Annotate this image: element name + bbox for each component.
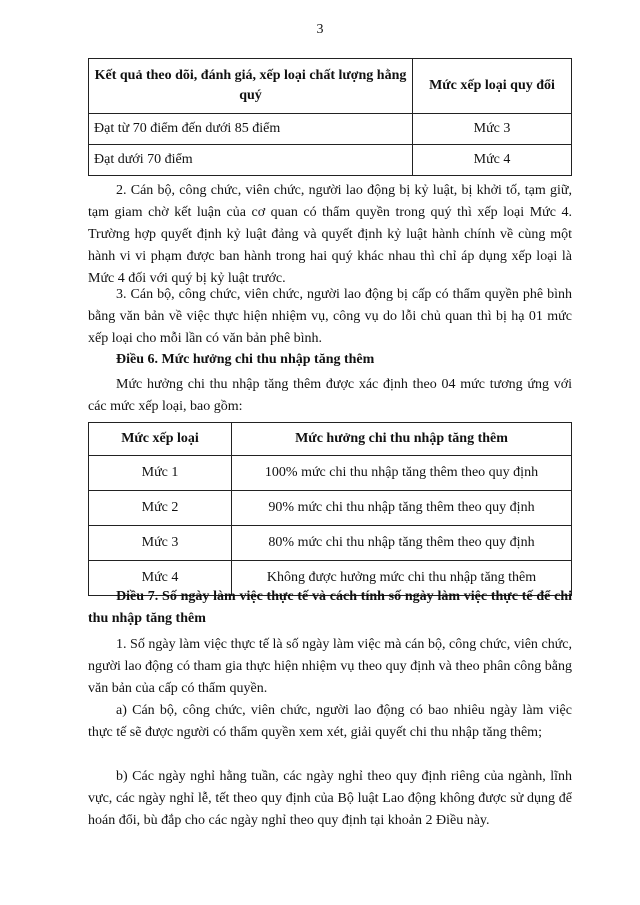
table-header-cell: Kết quả theo dõi, đánh giá, xếp loại chất lượng hằng quý [89, 59, 413, 114]
table-header-cell: Mức xếp loại [89, 423, 232, 456]
table-header-row [89, 423, 572, 456]
table-header-cell: Mức hưởng chi thu nhập tăng thêm [232, 423, 572, 456]
page-number: 3 [316, 22, 324, 37]
table-row [89, 145, 572, 176]
table-header-row [89, 59, 572, 114]
table-row [89, 491, 572, 526]
table-cell: Mức 1 [89, 456, 232, 491]
classification-conversion-table [88, 58, 572, 176]
article-6-title: Điều 6. Mức hưởng chi thu nhập tăng thêm [116, 352, 375, 367]
table-cell: 80% mức chi thu nhập tăng thêm theo quy định [232, 526, 572, 561]
article-6-intro: Mức hưởng chi thu nhập tăng thêm được xác định theo 04 mức tương ứng với các mức xếp loại, bao gồm: [88, 377, 572, 414]
income-rate-table [88, 422, 572, 596]
paragraph-2: 2. Cán bộ, công chức, viên chức, người lao động bị kỷ luật, bị khởi tố, tạm giữ, tạm giam chờ kết luận của cơ quan có thẩm quyền trong quý thì xếp loại Mức 4. Trường hợp quyết định kỷ luật đảng và quyết định kỷ luật hành chính về cùng một hành vi vi phạm được ban hành trong hai quý khác nhau thì chỉ áp dụng xếp loại là Mức 4 đối với quý bị kỷ luật trước. [88, 183, 572, 286]
article-7-point-b: b) Các ngày nghỉ hằng tuần, các ngày nghỉ theo quy định riêng của ngành, lĩnh vực, các ngày nghỉ lễ, tết theo quy định của Bộ luật Lao động không được sử dụng để hoán đổi, bù đắp cho các ngày nghỉ theo quy định tại khoản 2 Điều này. [88, 769, 572, 828]
table-row [89, 456, 572, 491]
table-cell: 100% mức chi thu nhập tăng thêm theo quy định [232, 456, 572, 491]
table-cell: Đạt từ 70 điểm đến dưới 85 điểm [89, 114, 413, 145]
table-cell: Đạt dưới 70 điểm [89, 145, 413, 176]
article-7-point-a: a) Cán bộ, công chức, viên chức, người lao động có bao nhiêu ngày làm việc thực tế sẽ được người có thẩm quyền xem xét, giải quyết chi thu nhập tăng thêm; [88, 703, 572, 740]
article-7-title: Điều 7. Số ngày làm việc thực tế và cách tính số ngày làm việc thực tế để chi thu nhập tăng thêm [88, 589, 572, 626]
table-row [89, 114, 572, 145]
table-row [89, 526, 572, 561]
table-cell: Mức 3 [413, 114, 572, 145]
table-header-cell: Mức xếp loại quy đổi [413, 59, 572, 114]
paragraph-3: 3. Cán bộ, công chức, viên chức, người lao động bị cấp có thẩm quyền phê bình bằng văn bản về việc thực hiện nhiệm vụ, công vụ do lỗi chủ quan thì bị hạ 01 mức xếp loại cho mỗi lần có văn bản phê bình. [88, 287, 572, 346]
table-cell: Mức 3 [89, 526, 232, 561]
table-cell: 90% mức chi thu nhập tăng thêm theo quy định [232, 491, 572, 526]
table-cell: Mức 4 [413, 145, 572, 176]
table-cell: Không được hưởng mức chi thu nhập tăng thêm [232, 561, 572, 596]
table-cell: Mức 4 [89, 561, 232, 596]
article-7-clause-1: 1. Số ngày làm việc thực tế là số ngày làm việc mà cán bộ, công chức, viên chức, người lao động có tham gia thực hiện nhiệm vụ theo quy định và theo phân công bằng văn bản của cấp có thẩm quyền. [88, 637, 572, 696]
table-cell: Mức 2 [89, 491, 232, 526]
